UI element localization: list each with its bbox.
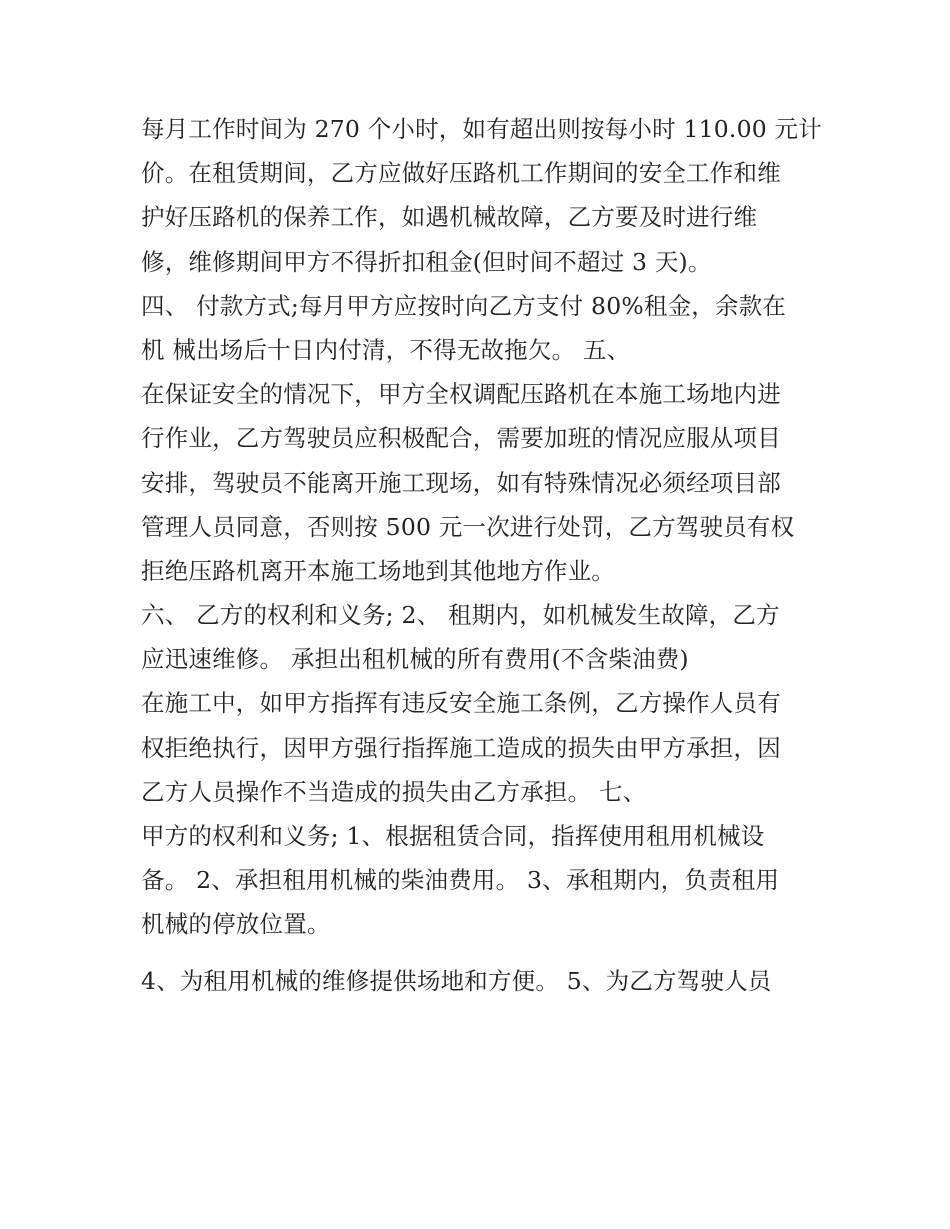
text-line: 应迅速维修。 承担出租机械的所有费用(不含柴油费): [141, 645, 689, 674]
text-line: 安排，驾驶员不能离开施工现场，如有特殊情况必须经项目部: [141, 468, 781, 497]
contract-body-text: [141, 107, 841, 1003]
section-six-line: 六、 乙方的权利和义务; 2、 租期内，如机械发生故障，乙方: [141, 601, 780, 630]
text-line: 在保证安全的情况下，甲方全权调配压路机在本施工场地内进: [141, 380, 781, 409]
section-four-line: 四、 付款方式;每月甲方应按时向乙方支付 80%租金，余款在: [141, 291, 787, 320]
text-line: 护好压路机的保养工作，如遇机械故障，乙方要及时进行维: [141, 203, 758, 232]
text-line: 4、为租用机械的维修提供场地和方便。 5、为乙方驾驶人员: [141, 966, 772, 995]
text-line: 行作业，乙方驾驶员应积极配合，需要加班的情况应服从项目: [141, 424, 781, 453]
text-line: 备。 2、承担租用机械的柴油费用。 3、承租期内，负责租用: [141, 866, 780, 895]
text-line: 在施工中，如甲方指挥有违反安全施工条例，乙方操作人员有: [141, 689, 781, 718]
text-line: 机 械出场后十日内付清，不得无故拖欠。 五、: [141, 335, 631, 364]
text-line: 修，维修期间甲方不得折扣租金(但时间不超过 3 天)。: [141, 247, 712, 276]
text-line: 乙方人员操作不当造成的损失由乙方承担。 七、: [141, 777, 647, 806]
text-line: 每月工作时间为 270 个小时，如有超出则按每小时 110.00 元计: [141, 115, 822, 143]
text-line: 机械的停放位置。: [141, 910, 331, 939]
text-line: 价。在租赁期间，乙方应做好压路机工作期间的安全工作和维: [141, 159, 781, 188]
text-line: 管理人员同意，否则按 500 元一次进行处罚，乙方驾驶员有权: [141, 512, 795, 541]
section-seven-line: 甲方的权利和义务; 1、根据租赁合同，指挥使用租用机械设: [141, 822, 765, 850]
text-line: 拒绝压路机离开本施工场地到其他地方作业。: [141, 556, 615, 585]
text-line: 权拒绝执行，因甲方强行指挥施工造成的损失由甲方承担，因: [141, 733, 781, 762]
